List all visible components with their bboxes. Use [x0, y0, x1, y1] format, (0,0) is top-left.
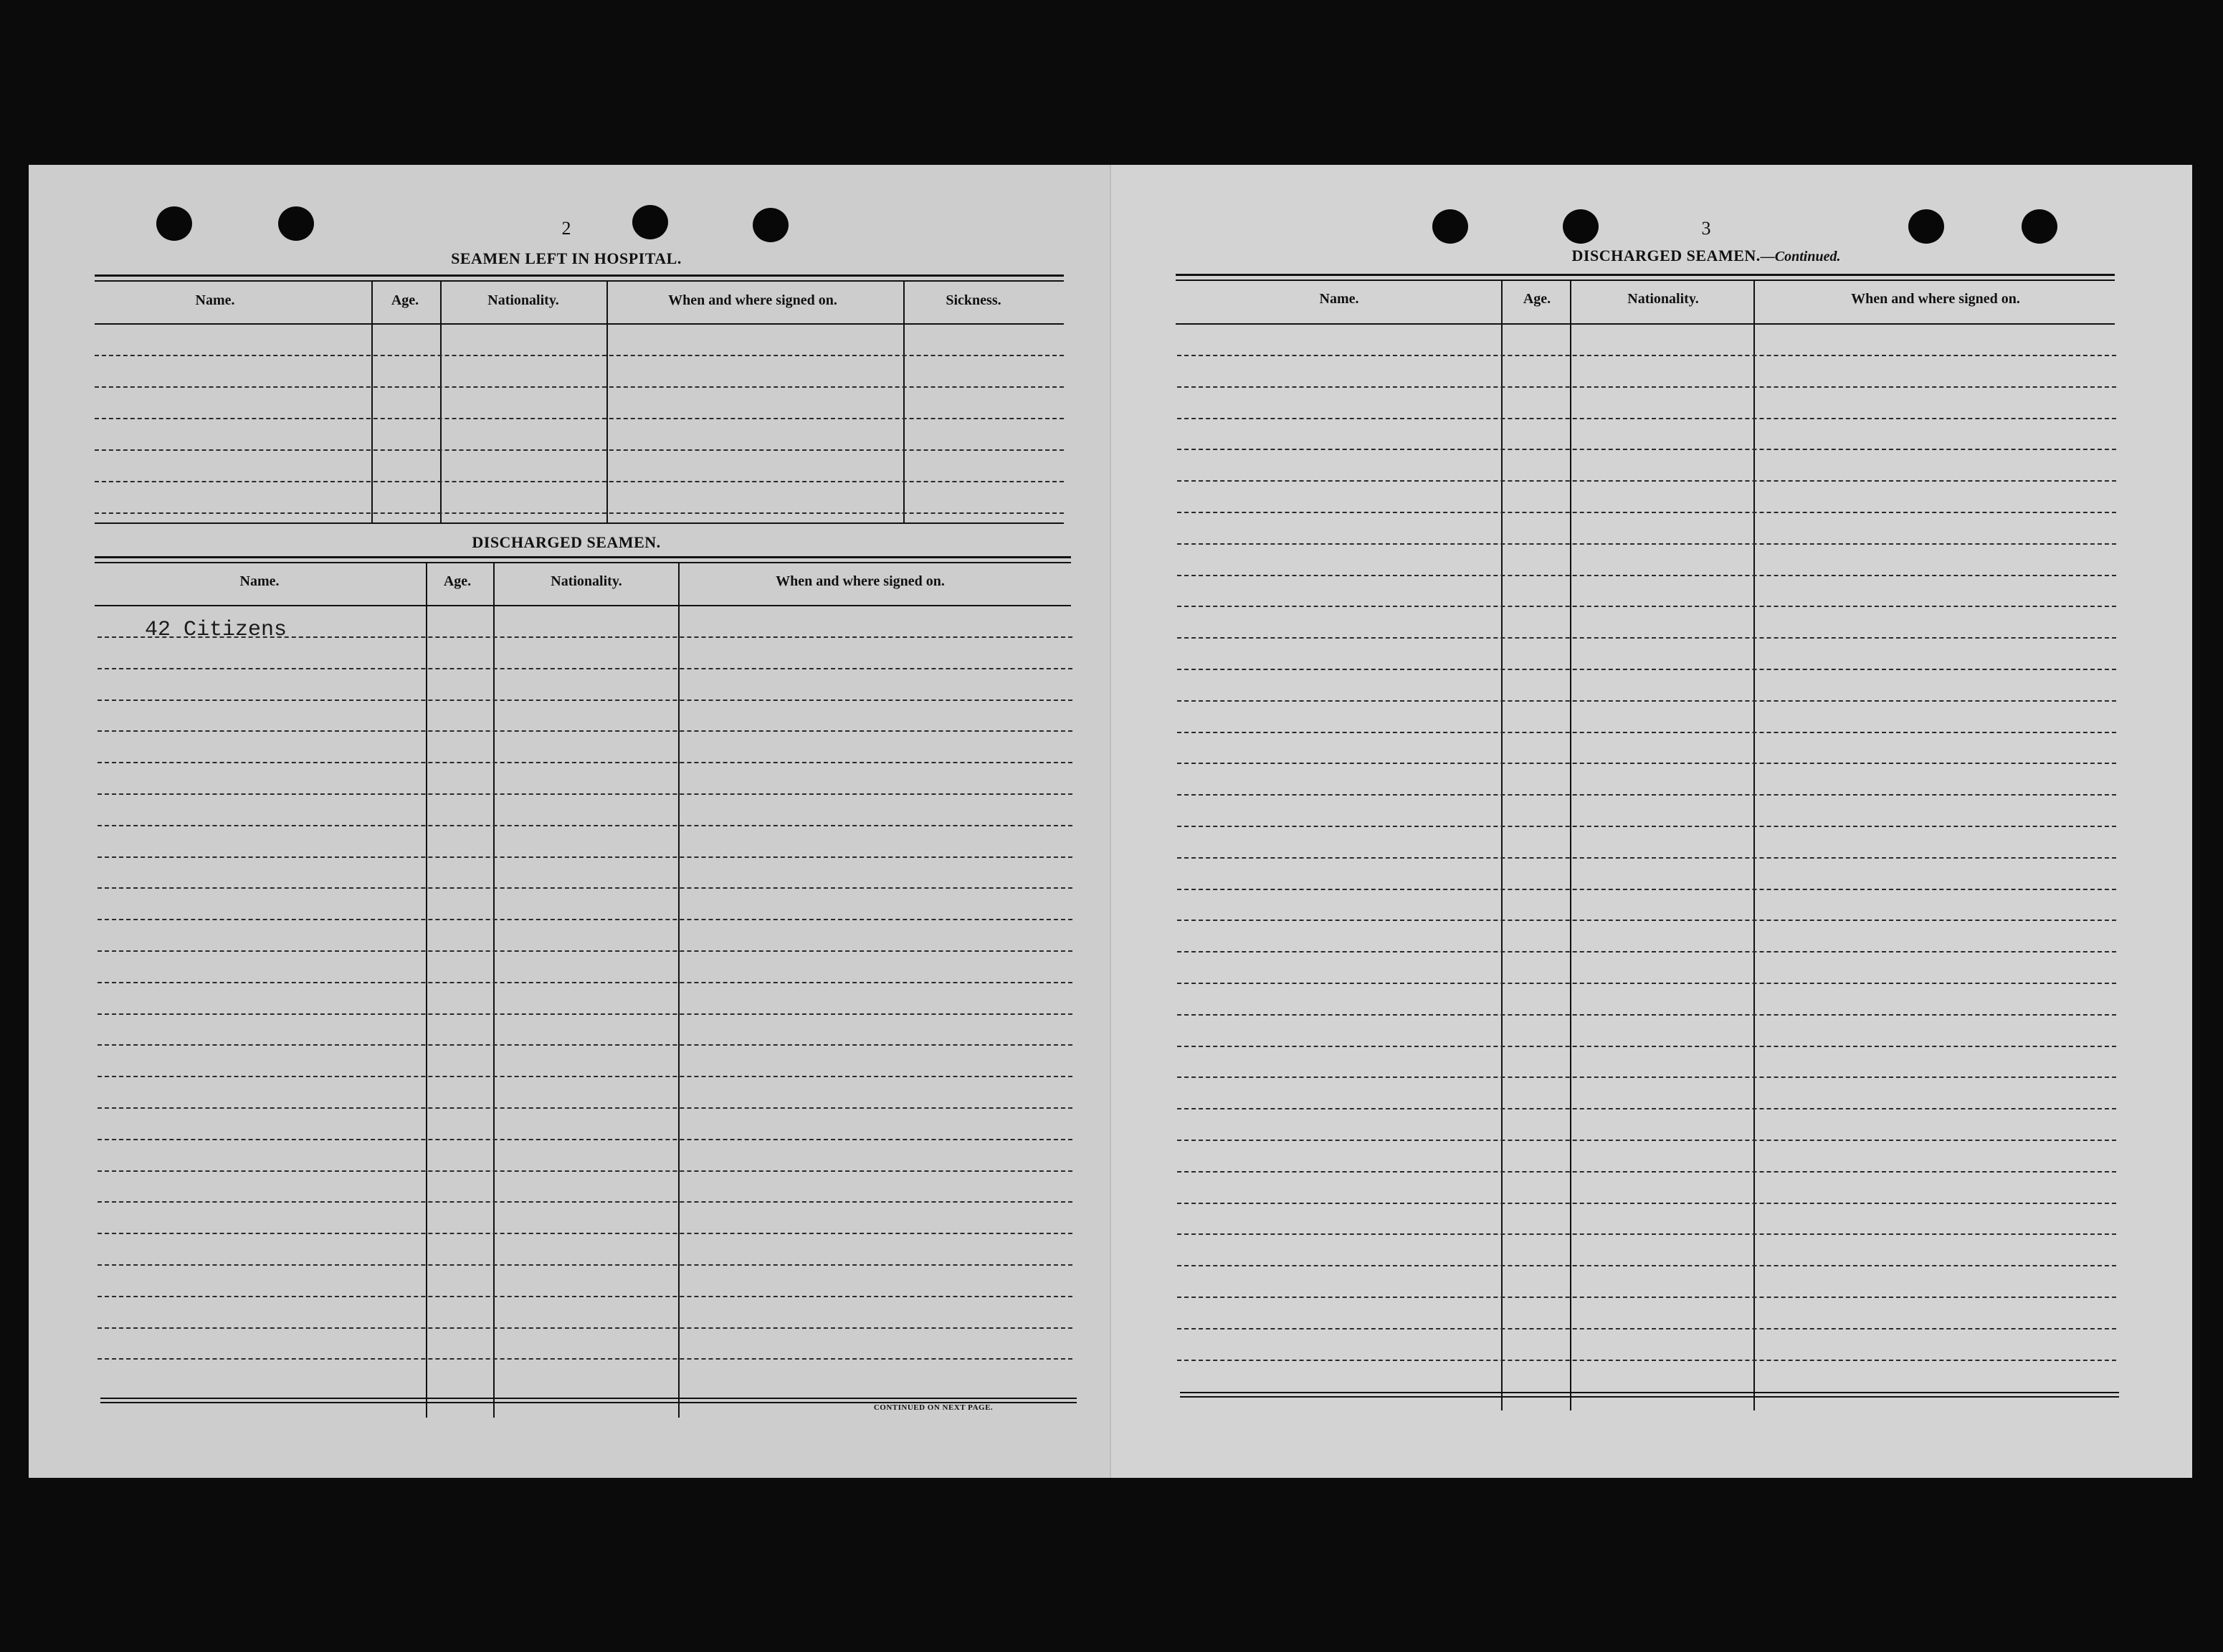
discharged-col-name: Name.	[239, 573, 280, 589]
hospital-bottom-rule	[95, 522, 1064, 524]
right-page	[1111, 165, 2192, 1478]
discharged-bottom-rule	[1180, 1392, 2119, 1393]
entry-line	[97, 1264, 1072, 1266]
hospital-col-signed-on: When and where signed on.	[668, 292, 837, 308]
column-divider	[903, 282, 905, 522]
entry-line	[1177, 1297, 2116, 1298]
hospital-col-name: Name.	[195, 292, 235, 308]
title-suffix: —Continued.	[1760, 249, 1841, 264]
column-divider	[426, 563, 427, 1418]
entry-line	[95, 386, 1064, 388]
column-divider	[678, 563, 680, 1418]
entry-line	[97, 982, 1072, 983]
title-main: DISCHARGED SEAMEN.	[1571, 247, 1761, 264]
entry-line	[95, 481, 1064, 482]
column-divider	[493, 563, 495, 1418]
column-divider	[606, 282, 608, 522]
entry-line	[1177, 1265, 2116, 1266]
punch-hole	[156, 206, 192, 241]
entry-line	[97, 730, 1072, 732]
entry-line	[1177, 763, 2116, 764]
entry-line	[1177, 543, 2116, 545]
column-divider	[371, 282, 373, 522]
entry-line	[97, 856, 1072, 858]
column-divider	[1570, 281, 1571, 1410]
entry-line	[95, 355, 1064, 356]
entry-line	[1177, 951, 2116, 952]
discharged-bottom-rule	[1180, 1396, 2119, 1398]
column-divider	[1753, 281, 1755, 1410]
left-page	[29, 165, 1111, 1478]
punch-hole	[1563, 209, 1599, 244]
entry-line	[1177, 732, 2116, 733]
column-divider	[440, 282, 442, 522]
entry-line	[1177, 1076, 2116, 1078]
punch-hole	[1432, 209, 1468, 244]
discharged-header-rule	[95, 605, 1071, 606]
punch-hole	[1908, 209, 1944, 244]
discharged-col-name: Name.	[1319, 291, 1359, 307]
entry-line	[1177, 857, 2116, 859]
entry-line	[95, 418, 1064, 419]
entry-line	[97, 636, 1072, 638]
entry-line	[1177, 1328, 2116, 1329]
entry-line	[1177, 826, 2116, 827]
hospital-header-rule	[95, 323, 1064, 325]
discharged-col-signed-on: When and where signed on.	[1851, 291, 2020, 307]
entry-line	[97, 1013, 1072, 1015]
entry-line	[97, 1358, 1072, 1360]
entry-line	[97, 1076, 1072, 1077]
discharged-top-rule	[95, 562, 1071, 563]
entry-line	[97, 825, 1072, 826]
discharged-section-title: DISCHARGED SEAMEN.	[472, 533, 661, 551]
entry-line	[1177, 920, 2116, 921]
punch-hole	[278, 206, 314, 241]
discharged-top-rule	[1176, 274, 2115, 276]
entry-line	[1177, 386, 2116, 388]
entry-line	[1177, 1046, 2116, 1047]
entry-line	[1177, 1203, 2116, 1204]
entry-line	[95, 449, 1064, 451]
entry-line	[1177, 480, 2116, 482]
entry-line	[97, 1233, 1072, 1234]
entry-line	[1177, 794, 2116, 796]
entry-line	[1177, 606, 2116, 607]
hospital-col-nationality: Nationality.	[487, 292, 559, 308]
entry-line	[97, 668, 1072, 669]
form-sheet	[29, 165, 2192, 1478]
hospital-section-title: SEAMEN LEFT IN HOSPITAL.	[451, 249, 682, 267]
continued-note: CONTINUED ON NEXT PAGE.	[873, 1403, 994, 1412]
entry-line	[1177, 355, 2116, 356]
hospital-col-sickness: Sickness.	[946, 292, 1001, 308]
discharged-top-rule	[1176, 280, 2115, 281]
entry-line	[97, 1170, 1072, 1172]
page-number: 3	[1701, 218, 1711, 239]
entry-line	[1177, 1233, 2116, 1235]
discharged-top-rule	[95, 556, 1071, 558]
hospital-top-rule	[95, 280, 1064, 282]
discharged-bottom-rule	[100, 1398, 1077, 1399]
entry-line	[1177, 637, 2116, 639]
entry-line	[97, 700, 1072, 701]
entry-line	[97, 1201, 1072, 1203]
discharged-col-age: Age.	[443, 573, 472, 589]
entry-line	[97, 793, 1072, 795]
discharged-continued-title	[1572, 247, 1841, 265]
entry-line	[97, 950, 1072, 952]
entry-line	[97, 1044, 1072, 1046]
punch-hole	[753, 208, 789, 242]
discharged-col-age: Age.	[1523, 291, 1551, 307]
discharged-col-signed-on: When and where signed on.	[776, 573, 945, 589]
punch-hole	[632, 205, 668, 239]
entry-line	[1177, 700, 2116, 702]
entry-line	[1177, 449, 2116, 450]
entry-line	[1177, 1014, 2116, 1016]
column-divider	[1501, 281, 1503, 1410]
hospital-col-age: Age.	[391, 292, 419, 308]
entry-line	[95, 512, 1064, 514]
entry-line	[1177, 575, 2116, 576]
discharged-row-name: 42 Citizens	[145, 618, 287, 642]
entry-line	[97, 1139, 1072, 1140]
discharged-header-rule	[1176, 323, 2115, 325]
entry-line	[1177, 983, 2116, 984]
entry-line	[97, 887, 1072, 889]
hospital-top-rule	[95, 274, 1064, 277]
entry-line	[1177, 418, 2116, 419]
entry-line	[1177, 889, 2116, 890]
entry-line	[97, 1107, 1072, 1109]
entry-line	[1177, 1108, 2116, 1109]
entry-line	[97, 1327, 1072, 1329]
entry-line	[97, 762, 1072, 763]
entry-line	[97, 1296, 1072, 1297]
entry-line	[1177, 669, 2116, 670]
entry-line	[1177, 512, 2116, 513]
entry-line	[1177, 1360, 2116, 1361]
entry-line	[97, 919, 1072, 920]
discharged-col-nationality: Nationality.	[551, 573, 622, 589]
entry-line	[1177, 1171, 2116, 1173]
punch-hole	[2022, 209, 2057, 244]
page-number: 2	[561, 218, 571, 239]
entry-line	[1177, 1140, 2116, 1141]
discharged-col-nationality: Nationality.	[1627, 291, 1699, 307]
